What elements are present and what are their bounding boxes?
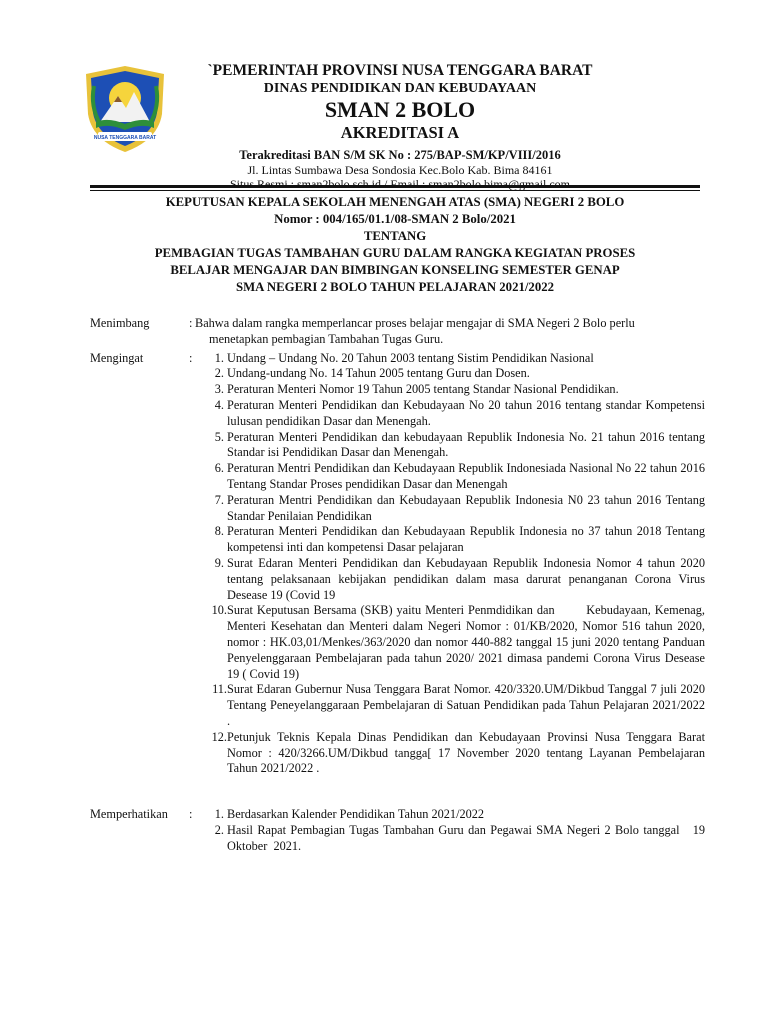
item-number: 2. bbox=[214, 366, 224, 381]
list-item bbox=[90, 556, 705, 603]
menimbang-text-line-1: Bahwa dalam rangka memperlancar proses belajar mengajar di SMA Negeri 2 Bolo perlu bbox=[195, 316, 635, 330]
letterhead-divider-thin bbox=[90, 190, 700, 191]
memperhatikan-section bbox=[90, 807, 709, 854]
accreditation-sk: Terakreditasi BAN S/M SK No : 275/BAP-SM/KP/VIII/2016 bbox=[239, 148, 561, 162]
item-text: Peraturan Menteri Nomor 19 Tahun 2005 tentang Standar Nasional Pendidikan. bbox=[227, 382, 619, 397]
menimbang-section bbox=[90, 316, 705, 348]
decree-number: Nomor : 004/165/01.1/08-SMAN 2 Bolo/2021 bbox=[274, 212, 516, 226]
item-text: Peraturan Mentri Pendidikan dan Kebudayaan Republik Indonesia N0 23 tahun 2016 Tentang Standar Penilaian Pendidikan bbox=[227, 492, 705, 523]
mengingat-section bbox=[90, 350, 709, 778]
letterhead bbox=[180, 62, 620, 191]
item-number: 5. bbox=[214, 429, 224, 444]
mengingat-colon: : bbox=[189, 350, 193, 365]
mengingat-list bbox=[90, 350, 709, 778]
item-number: 4. bbox=[214, 397, 224, 412]
school-name: SMAN 2 BOLO bbox=[324, 97, 476, 122]
item-number: 11. bbox=[212, 682, 227, 697]
item-text: Hasil Rapat Pembagian Tugas Tambahan Guru dan Pegawai SMA Negeri 2 Bolo tanggal 19 Oktober 2021. bbox=[227, 822, 709, 853]
list-item bbox=[90, 822, 709, 855]
item-text: Peraturan Menteri Pendidikan dan kebudayaan Republik Indonesia No. 21 tahun 2016 tentang Standar isi Pendidikan Dasar dan Menengah. bbox=[227, 429, 705, 460]
decree-tentang: TENTANG bbox=[363, 229, 427, 243]
ntb-emblem-logo bbox=[78, 62, 172, 156]
list-item bbox=[90, 351, 705, 367]
agency-heading: DINAS PENDIDIKAN DAN KEBUDAYAAN bbox=[263, 81, 537, 96]
letterhead-divider-thick bbox=[90, 185, 700, 188]
menimbang-text-line-2: menetapkan pembagian Tambahan Tugas Guru. bbox=[209, 331, 444, 346]
item-number: 7. bbox=[214, 492, 224, 507]
item-number: 3. bbox=[214, 382, 224, 397]
decree-subject-line-1: PEMBAGIAN TUGAS TAMBAHAN GURU DALAM RANGKA KEGIATAN PROSES bbox=[154, 246, 636, 260]
menimbang-text bbox=[195, 316, 705, 348]
decree-subject-line-2: BELAJAR MENGAJAR DAN BIMBINGAN KONSELING SEMESTER GENAP bbox=[170, 263, 620, 277]
decree-issuer: KEPUTUSAN KEPALA SEKOLAH MENENGAH ATAS (SMA) NEGERI 2 BOLO bbox=[165, 195, 625, 209]
list-item bbox=[90, 682, 705, 729]
item-text: Undang – Undang No. 20 Tahun 2003 tentang Sistim Pendidikan Nasional bbox=[227, 350, 594, 365]
item-text: Surat Edaran Gubernur Nusa Tenggara Barat Nomor. 420/3320.UM/Dikbud Tanggal 7 juli 2020 Tentang Peneyelanggaraan Pembelajaran di Satuan Pendidikan pada Tahun Pelajaran 2021/2022 . bbox=[227, 682, 705, 728]
item-text: Undang-undang No. 14 Tahun 2005 tentang Guru dan Dosen. bbox=[227, 366, 530, 381]
list-item bbox=[90, 461, 705, 493]
logo-caption: NUSA TENGGARA BARAT bbox=[93, 135, 157, 141]
item-number: 10. bbox=[211, 603, 227, 618]
item-number: 8. bbox=[214, 524, 224, 539]
list-item bbox=[90, 493, 705, 525]
item-number: 1. bbox=[214, 807, 224, 822]
item-number: 6. bbox=[214, 461, 224, 476]
mengingat-label: Mengingat bbox=[90, 350, 144, 365]
item-text: Surat Keputusan Bersama (SKB) yaitu Menteri Penmdidikan dan Kebudayaan, Kemenag, Menteri Kesehatan dan Menteri dalam Negeri Nomor : 01/KB/2020, Nomor 516 tahun 2020, nomor : HK.03,01/Menkes/363/2020 dan nomor 440-882 tanggal 15 juni 2020 tentang Panduan Penyelenggaraan Pembelajaran pada tahun 2020/ 2021 dimasa pandemi Corona Virus Desease 19 ( Covid 19) bbox=[227, 603, 709, 681]
school-contact: Situs Resmi : sman2bolo.sch.id / Email : sman2bolo.bima@gmail.com bbox=[229, 177, 571, 191]
memperhatikan-colon: : bbox=[189, 807, 193, 822]
item-text: Peraturan Menteri Pendidikan dan Kebudayaan No 20 tahun 2016 tentang standar Kompetensi lulusan pendidikan Dasar dan Menengah. bbox=[227, 397, 705, 428]
list-item bbox=[90, 382, 705, 398]
list-item bbox=[90, 430, 705, 462]
memperhatikan-label: Memperhatikan bbox=[90, 807, 168, 822]
memperhatikan-list bbox=[90, 807, 709, 854]
list-item bbox=[90, 524, 705, 556]
menimbang-colon: : bbox=[189, 316, 193, 330]
item-text: Petunjuk Teknis Kepala Dinas Pendidikan dan Kebudayaan Provinsi Nusa Tenggara Barat Nomor : 420/3266.UM/Dikbud tangga[ 17 November 2020 tentang Layanan Pembelajaran Tahun 2021/2022 . bbox=[227, 729, 705, 776]
item-number: 9. bbox=[214, 555, 224, 570]
item-number: 1. bbox=[214, 350, 224, 365]
list-item bbox=[90, 603, 709, 682]
item-number: 12. bbox=[211, 729, 227, 744]
list-item bbox=[90, 730, 705, 777]
item-text: Peraturan Menteri Pendidikan dan Kebudayaan Republik Indonesia no 37 tahun 2018 Tentang kompetensi inti dan kompetensi Dasar pelajaran bbox=[227, 524, 705, 555]
accreditation-heading: AKREDITASI A bbox=[340, 123, 460, 142]
decree-body bbox=[90, 316, 709, 855]
decree-title bbox=[95, 194, 695, 296]
school-address: Jl. Lintas Sumbawa Desa Sondosia Kec.Bolo Kab. Bima 84161 bbox=[247, 163, 553, 177]
item-number: 2. bbox=[214, 822, 224, 837]
list-item bbox=[90, 366, 705, 382]
menimbang-label: Menimbang bbox=[90, 316, 150, 330]
item-text: Peraturan Mentri Pendidikan dan Kebudayaan Republik Indonesiada Nasional No 22 tahun 2016 Tentang Standar Proses pendidikan Dasar dan Menengah bbox=[227, 461, 705, 491]
list-item bbox=[90, 398, 705, 430]
decree-subject-line-3: SMA NEGERI 2 BOLO TAHUN PELAJARAN 2021/2022 bbox=[235, 280, 555, 294]
item-text: Berdasarkan Kalender Pendidikan Tahun 2021/2022 bbox=[227, 807, 485, 822]
item-text: Surat Edaran Menteri Pendidikan dan Kebudayaan Republik Indonesia Nomor 4 tahun 2020 tentang pelaksanaan kebijakan pendidikan dalam masa darurat penanganan Corona Virus Desease 19 (Covid 19 bbox=[227, 555, 705, 602]
government-heading: `PEMERINTAH PROVINSI NUSA TENGGARA BARAT bbox=[207, 62, 593, 79]
list-item bbox=[90, 807, 705, 823]
